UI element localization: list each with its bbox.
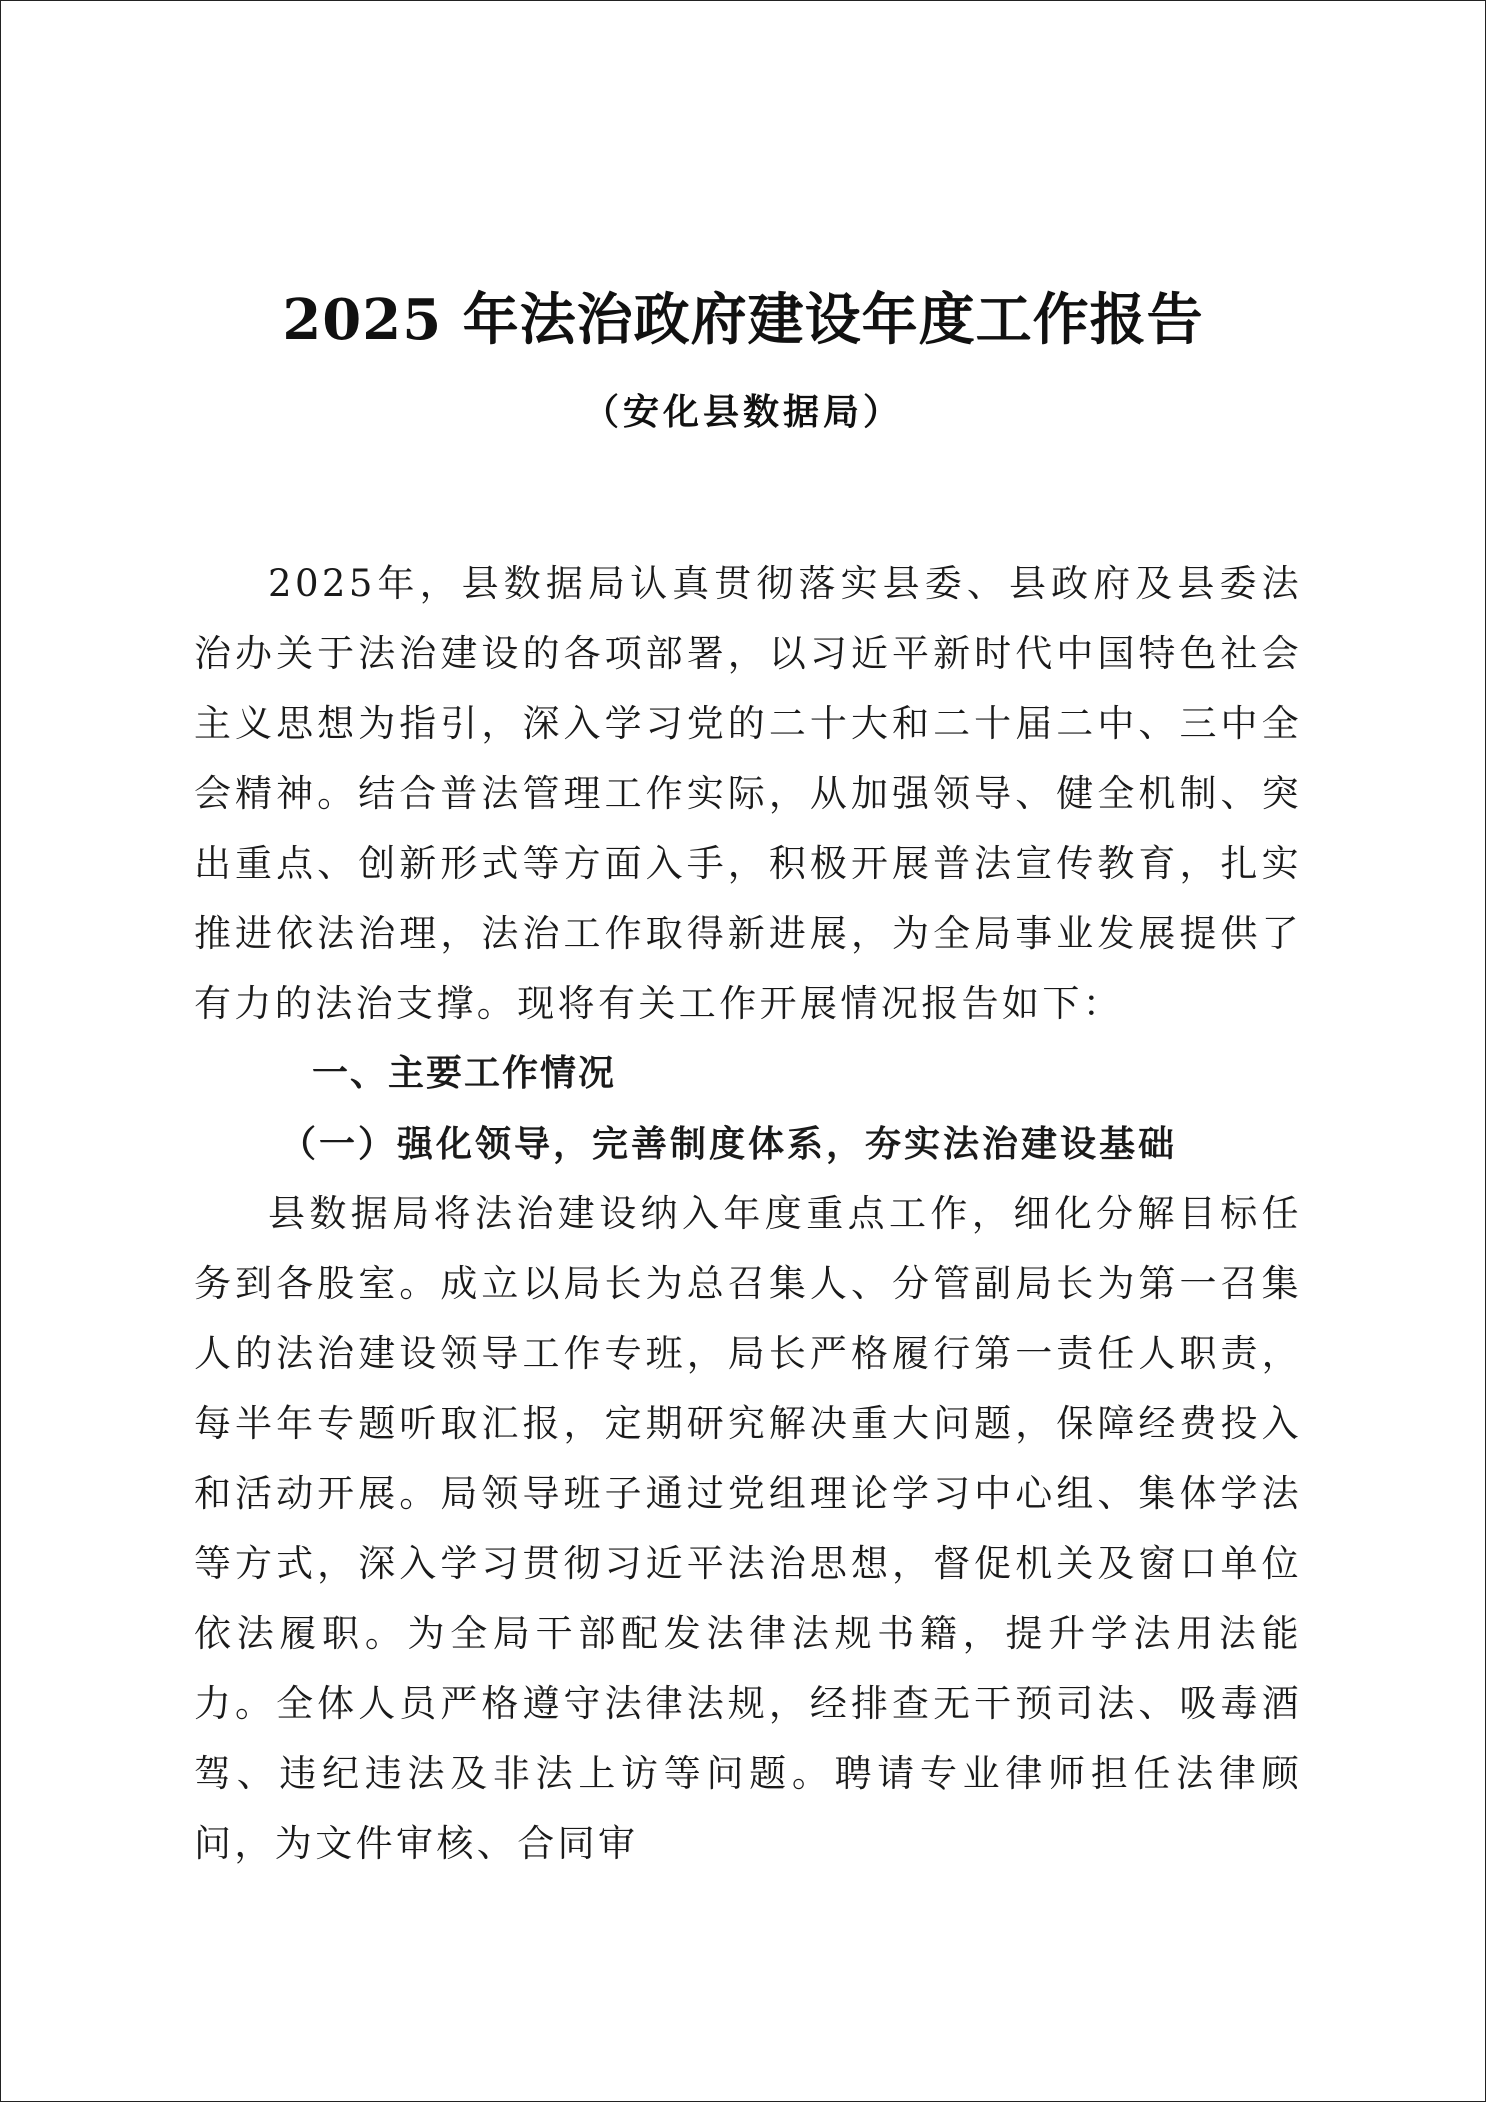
body-paragraph: 县数据局将法治建设纳入年度重点工作，细化分解目标任务到各股室。成立以局长为总召集人、分管副局长为第一召集人的法治建设领导工作专班，局长严格履行第一责任人职责，每半年专题听取汇报，定期研究解决重大问题，保障经费投入和活动开展。局领导班子通过党组理论学习中心组、集体学法等方式，深入学习贯彻习近平法治思想，督促机关及窗口单位依法履职。为全局干部配发法律法规书籍，提升学法用法能力。全体人员严格遵守法律法规，经排查无干预司法、吸毒酒驾、违纪违法及非法上访等问题。聘请专业律师担任法律顾问，为文件审核、合同审	[194, 1192, 1302, 1865]
document-body	[194, 549, 1302, 1879]
subsection-heading-1: （一）强化领导，完善制度体系，夯实法治建设基础	[280, 1123, 1178, 1165]
section-heading-1: 一、主要工作情况	[312, 1053, 617, 1094]
document-title: 2025 年法治政府建设年度工作报告	[282, 287, 1204, 353]
intro-paragraph: 2025年，县数据局认真贯彻落实县委、县政府及县委法治办关于法治建设的各项部署，以习近平新时代中国特色社会主义思想为指引，深入学习党的二十大和二十届二中、三中全会精神。结合普法管理工作实际，从加强领导、健全机制、突出重点、创新形式等方面入手，积极开展普法宣传教育，扎实推进依法治理，法治工作取得新进展，为全局事业发展提供了有力的法治支撑。现将有关工作开展情况报告如下：	[194, 562, 1302, 1025]
document-subtitle: （安化县数据局）	[582, 392, 903, 433]
